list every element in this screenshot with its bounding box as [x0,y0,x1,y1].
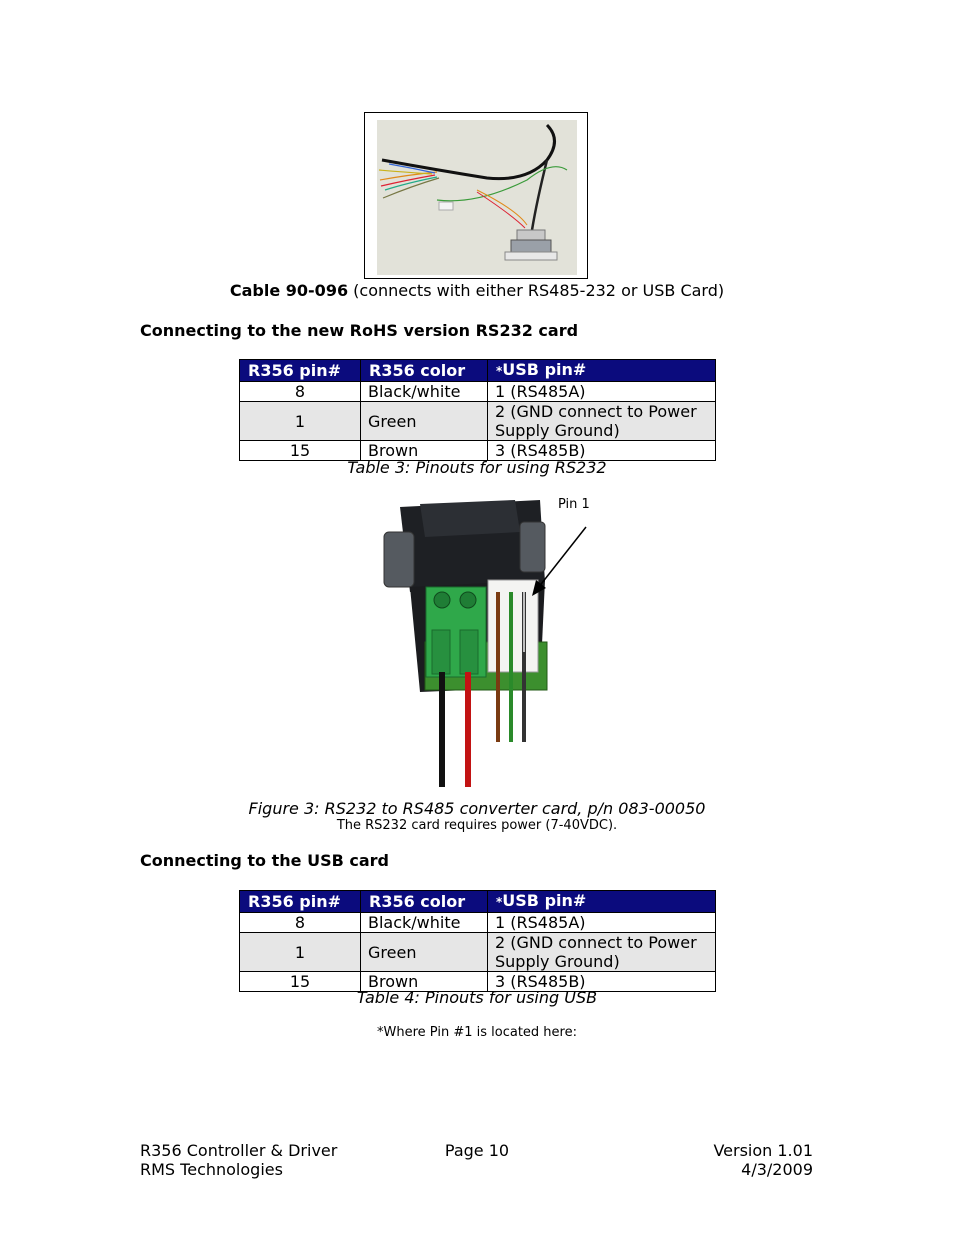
footer-left-line2: RMS Technologies [140,1160,283,1179]
pin-location-note: *Where Pin #1 is located here: [377,1025,577,1040]
table-header [488,891,716,913]
table-cell: Black/white [361,913,488,933]
table-cell: Green [361,933,488,972]
table-cell: 15 [240,441,361,461]
table-cell: 1 (RS485A) [488,913,716,933]
converter-photo [380,492,610,792]
table-cell: 8 [240,913,361,933]
table-cell: 3 (RS485B) [488,441,716,461]
table3-caption: Table 3: Pinouts for using RS232 [347,458,607,477]
table-header-row [240,360,716,382]
figure3-caption: Figure 3: RS232 to RS485 converter card, p/n 083-00050 [248,799,706,818]
table-header-text: USB pin# [502,360,587,379]
table-cell: Black/white [361,382,488,402]
table-header-text: USB pin# [502,891,587,910]
table-header: R356 color [361,360,488,382]
table-header: R356 color [361,891,488,913]
pinout-table-usb [239,890,716,992]
footer-date: 4/3/2009 [741,1160,813,1179]
star-mark: * [496,895,503,909]
table-cell: 15 [240,972,361,992]
converter-card-image [380,492,610,792]
pin1-callout: Pin 1 [558,497,590,512]
table-cell: 3 (RS485B) [488,972,716,992]
table-header: R356 pin# [240,360,361,382]
table-cell: Brown [361,441,488,461]
table-cell: 1 (RS485A) [488,382,716,402]
footer-page-number: Page 10 [444,1141,510,1160]
footer-left-line1: R356 Controller & Driver [140,1141,338,1160]
table-row [240,933,716,972]
cable-photo [377,120,577,275]
table-row [240,913,716,933]
table-header-row [240,891,716,913]
table-row [240,382,716,402]
section2-heading: Connecting to the USB card [140,851,389,870]
section1-heading: Connecting to the new RoHS version RS232 card [140,321,579,340]
table-row [240,402,716,441]
table-cell: 1 [240,402,361,441]
cable-caption [0,281,954,300]
footer-version: Version 1.01 [713,1141,813,1160]
table-cell: 8 [240,382,361,402]
table-header: R356 pin# [240,891,361,913]
star-mark: * [496,364,503,378]
pinout-table-rs232 [239,359,716,461]
table4-caption: Table 4: Pinouts for using USB [356,988,598,1007]
cable-caption-text: (connects with either RS485-232 or USB Card) [353,281,725,300]
table-cell: 2 (GND connect to Power Supply Ground) [488,933,716,972]
table-cell: 2 (GND connect to Power Supply Ground) [488,402,716,441]
table-cell: Brown [361,972,488,992]
table-cell: 1 [240,933,361,972]
power-note: The RS232 card requires power (7-40VDC). [336,818,618,833]
table-cell: Green [361,402,488,441]
cable-photo-frame [364,112,588,279]
table-header [488,360,716,382]
cable-caption-bold: Cable 90-096 [229,281,349,300]
